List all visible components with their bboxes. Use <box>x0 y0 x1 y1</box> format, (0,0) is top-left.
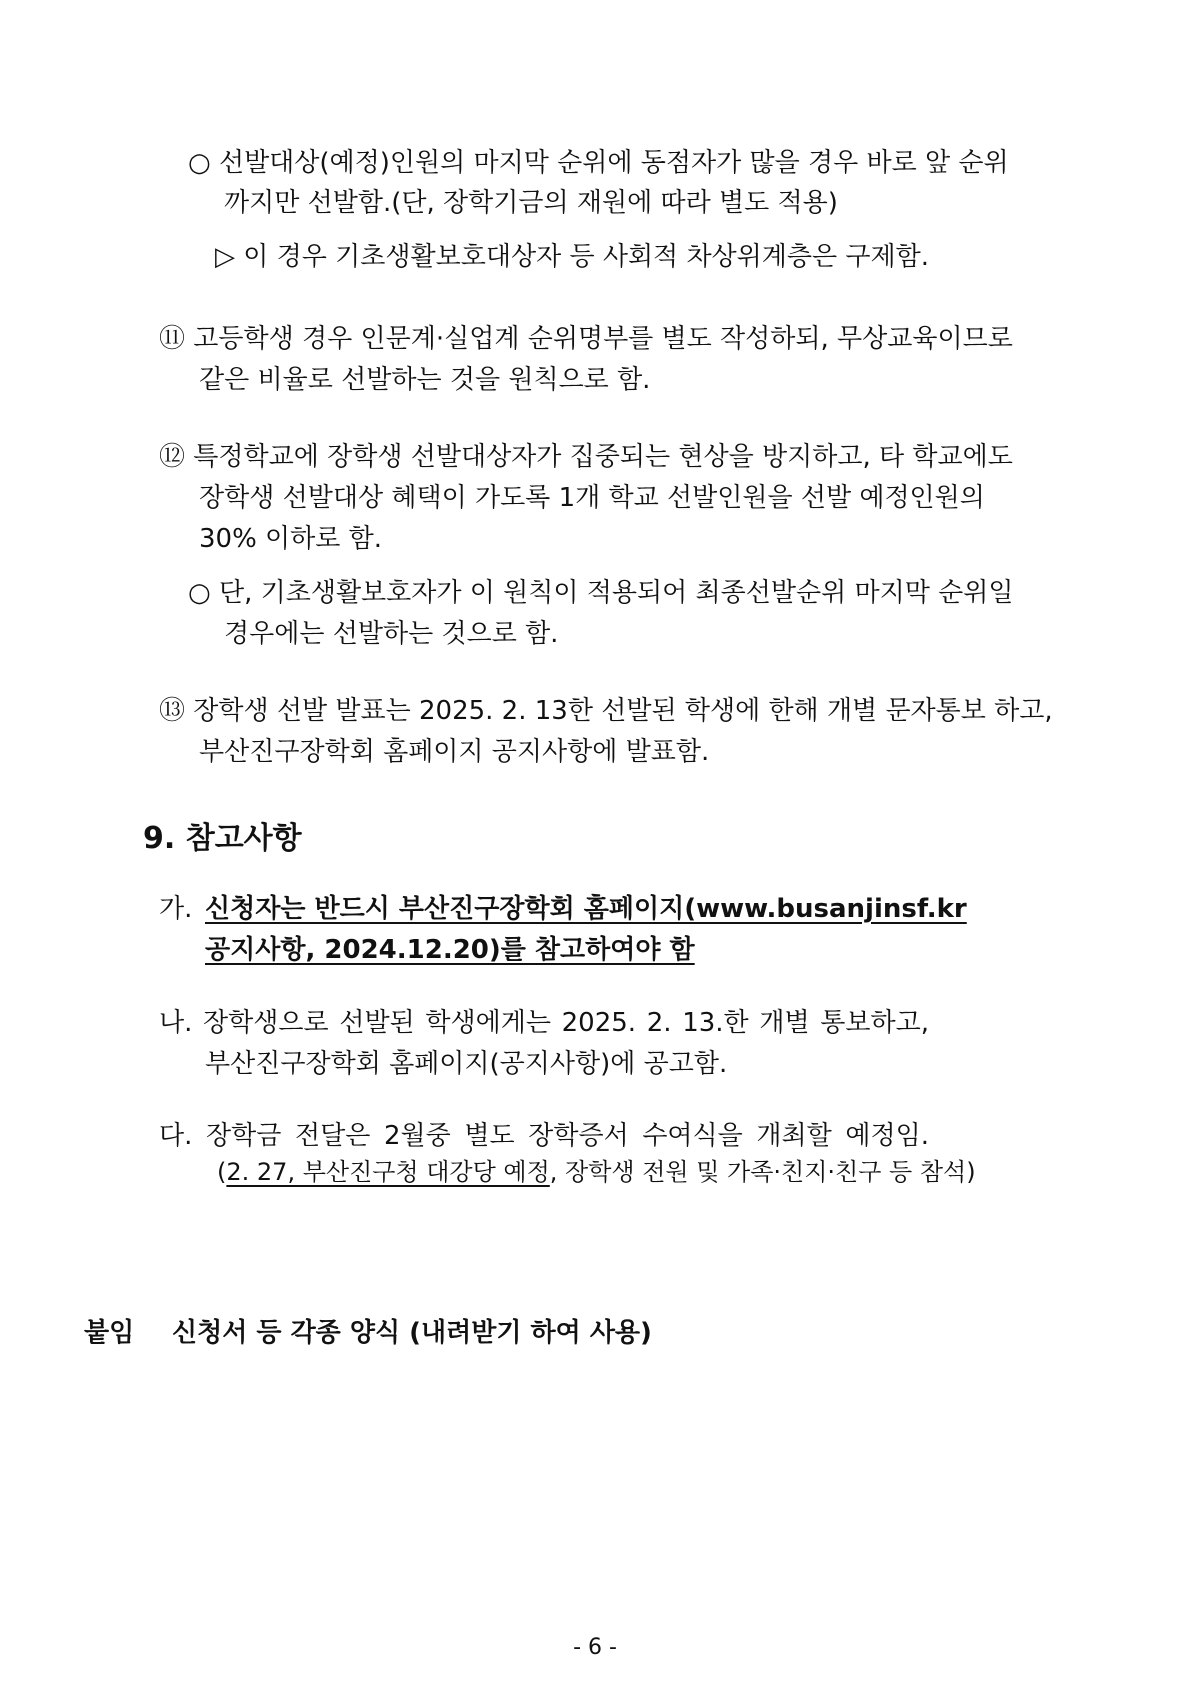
ref-na-line1: 나. 장학생으로 선발된 학생에게는 2025. 2. 13.한 개별 통보하고, <box>159 1008 929 1038</box>
item-12-line1: ⑫ 특정학교에 장학생 선발대상자가 집중되는 현상을 방지하고, 타 학교에도 <box>159 442 1013 472</box>
ref-da-line1: 다. 장학금 전달은 2월중 별도 장학증서 수여식을 개최할 예정임. <box>159 1121 929 1151</box>
ref-ga-line2: 공지사항, 2024.12.20)를 참고하여야 함 <box>205 935 695 965</box>
item-12-line3: 30% 이하로 함. <box>199 524 383 554</box>
bullet-tie-rule-line1: ○ 선발대상(예정)인원의 마지막 순위에 동점자가 많을 경우 바로 앞 순위 <box>188 148 1009 178</box>
ref-ga-marker: 가. <box>159 894 193 924</box>
ref-da-attendees: , 장학생 전원 및 가족·친지·친구 등 참석) <box>549 1158 976 1186</box>
item-13-line2: 부산진구장학회 홈페이지 공지사항에 발표함. <box>199 737 710 767</box>
sub-bullet-relief: ▷ 이 경우 기초생활보호대상자 등 사회적 차상위계층은 구제함. <box>215 242 930 272</box>
page-number: - 6 - <box>573 1635 617 1660</box>
attachment-label: 붙임 <box>84 1318 135 1348</box>
ref-na-line2: 부산진구장학회 홈페이지(공지사항)에 공고함. <box>205 1049 728 1079</box>
bullet-tie-rule-line2: 까지만 선발함.(단, 장학기금의 재원에 따라 별도 적용) <box>224 188 838 218</box>
item-11-line1: ⑪ 고등학생 경우 인문계·실업계 순위명부를 별도 작성하되, 무상교육이므로 <box>159 324 1013 354</box>
item-13-line1: ⑬ 장학생 선발 발표는 2025. 2. 13한 선발된 학생에 한해 개별 문자통보 하고, <box>159 696 1053 726</box>
ref-da-ceremony-venue: 2. 27, 부산진구청 대강당 예정 <box>226 1158 550 1186</box>
ref-da-line2 <box>217 1156 976 1188</box>
section-9-title: 9. 참고사항 <box>143 821 302 856</box>
item-11-line2: 같은 비율로 선발하는 것을 원칙으로 함. <box>199 365 651 395</box>
attachment-text: 신청서 등 각종 양식 (내려받기 하여 사용) <box>172 1318 652 1348</box>
bullet-exception-line2: 경우에는 선발하는 것으로 함. <box>224 619 559 649</box>
item-12-line2: 장학생 선발대상 혜택이 가도록 1개 학교 선발인원을 선발 예정인원의 <box>199 483 985 513</box>
bullet-exception-line1: ○ 단, 기초생활보호자가 이 원칙이 적용되어 최종선발순위 마지막 순위일 <box>188 578 1014 608</box>
ref-da-paren-open: ( <box>217 1158 227 1186</box>
ref-ga-line1: 신청자는 반드시 부산진구장학회 홈페이지(www.busanjinsf.kr <box>205 894 967 924</box>
